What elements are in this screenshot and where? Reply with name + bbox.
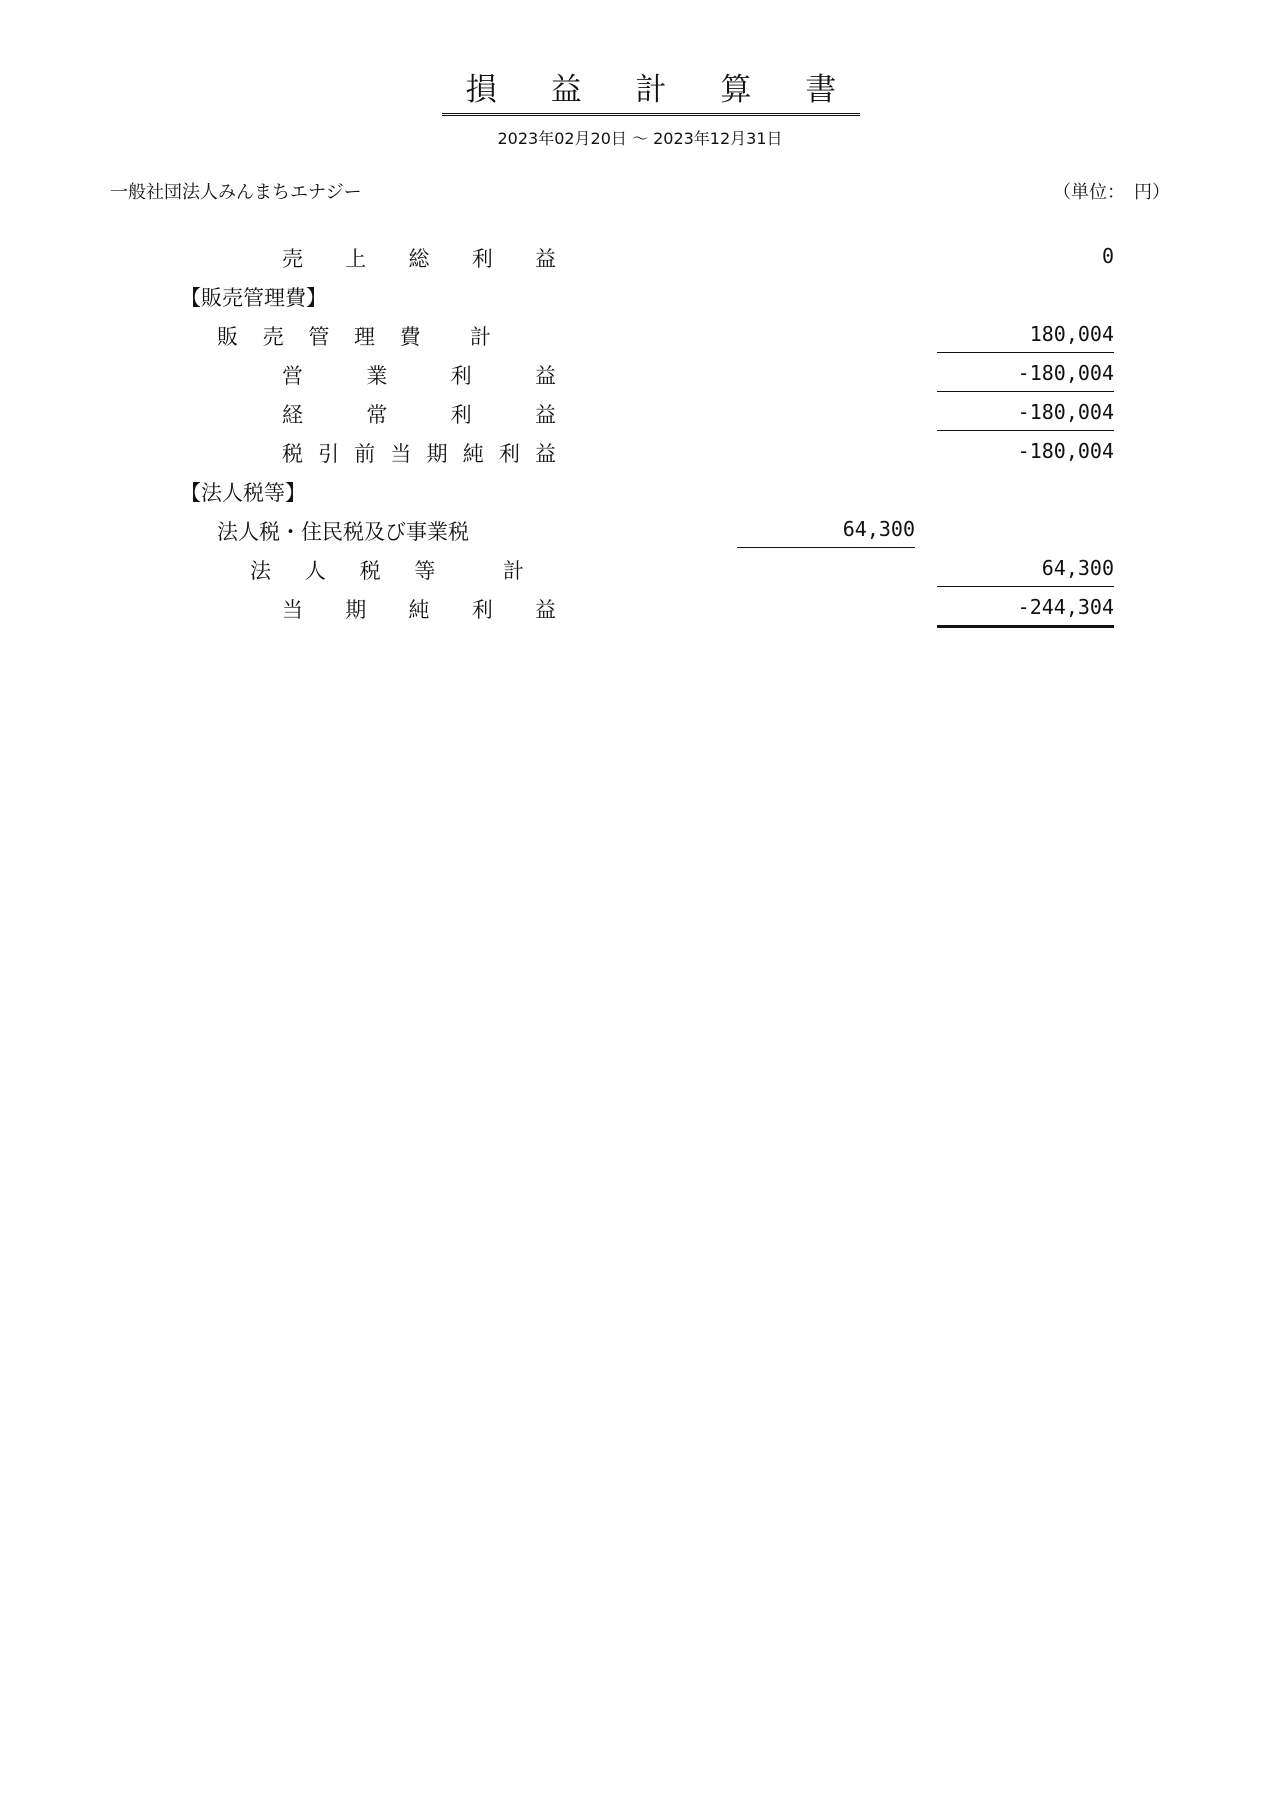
underline (937, 586, 1114, 587)
document-title: 損 益 計 算 書 (0, 64, 1280, 116)
unit-label: （単位： 円） (1053, 182, 1170, 203)
row-label: 法人税・住民税及び事業税 (217, 520, 469, 544)
amount-total: 180,004 (1029, 322, 1114, 346)
underline (737, 547, 915, 548)
row-tax-total (0, 549, 1280, 588)
underline (937, 430, 1114, 431)
double-underline (937, 625, 1114, 628)
amount-total: 64,300 (1041, 556, 1114, 580)
amount-total: -180,004 (1017, 361, 1114, 385)
row-label: 税 引 前 当 期 純 利 益 (282, 442, 556, 466)
amount-detail: 64,300 (842, 517, 915, 541)
section-header-sga (0, 276, 1280, 315)
row-operating-income (0, 354, 1280, 393)
underline (937, 391, 1114, 392)
underline (937, 352, 1114, 353)
row-label: 売 上 総 利 益 (282, 247, 556, 271)
amount-total: -180,004 (1017, 400, 1114, 424)
section-label: 【販売管理費】 (180, 286, 327, 310)
amount-total: -244,304 (1017, 595, 1114, 619)
row-sga-total (0, 315, 1280, 354)
company-name: 一般社団法人みんまちエナジー (110, 182, 362, 203)
report-period: 2023年02月20日 ～ 2023年12月31日 (497, 129, 783, 148)
row-label: 法 人 税 等 計 (250, 559, 524, 583)
amount-total: 0 (1101, 244, 1114, 268)
row-ordinary-income (0, 393, 1280, 432)
row-label: 営 業 利 益 (282, 364, 556, 388)
amount-total: -180,004 (1017, 439, 1114, 463)
row-label: 当 期 純 利 益 (282, 598, 556, 622)
row-net-income (0, 588, 1280, 627)
row-gross-profit (0, 237, 1280, 276)
row-corporate-tax (0, 510, 1280, 549)
section-label: 【法人税等】 (180, 481, 306, 505)
row-pretax-income (0, 432, 1280, 471)
row-label: 販 売 管 理 費 計 (217, 325, 491, 349)
section-header-tax (0, 471, 1280, 510)
row-label: 経 常 利 益 (282, 403, 556, 427)
